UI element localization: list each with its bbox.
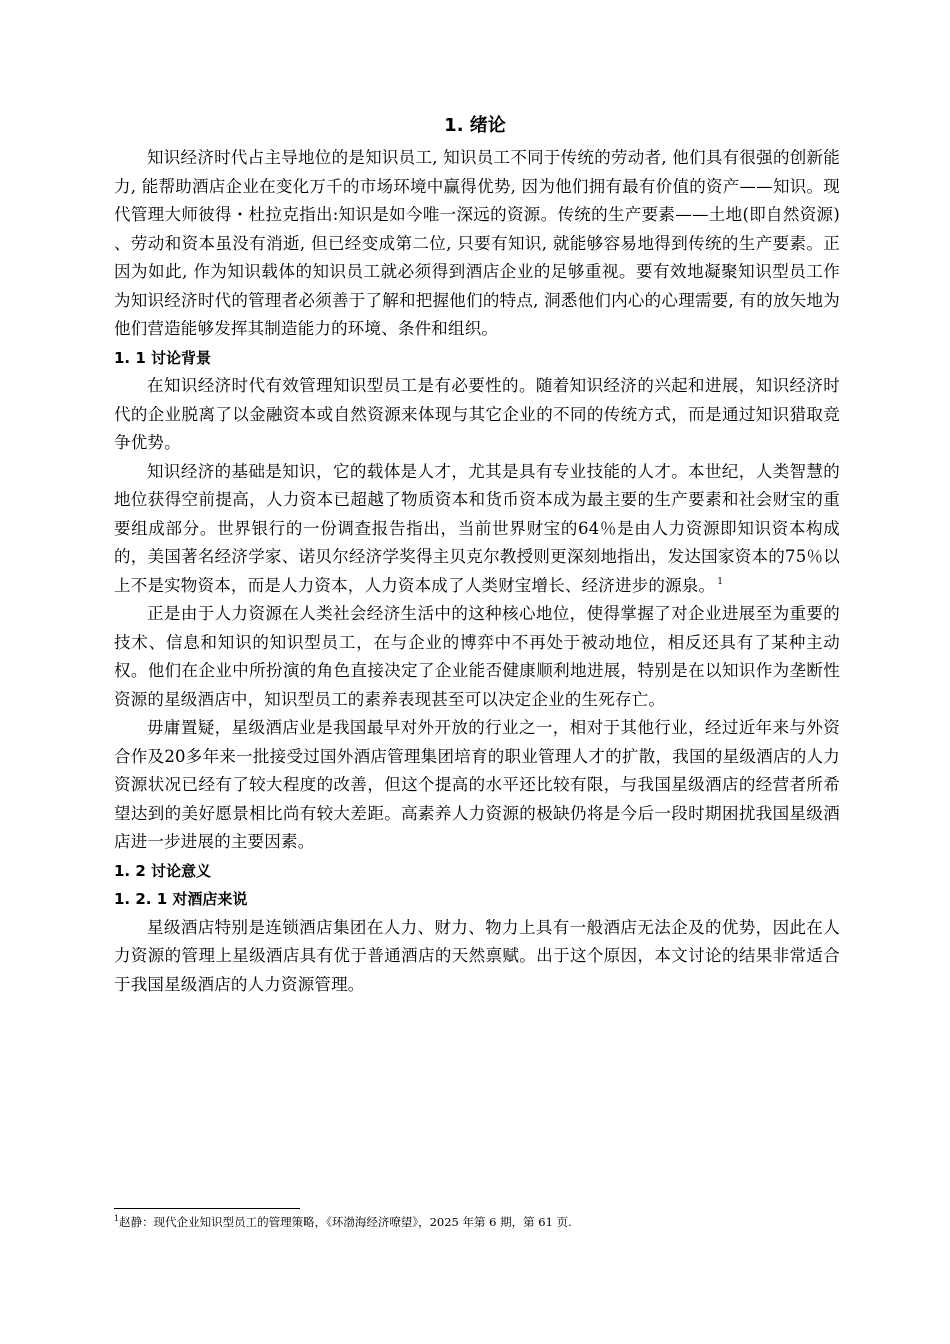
footnote-separator [114, 1208, 300, 1209]
intro-paragraph: 知识经济时代占主导地位的是知识员工, 知识员工不同于传统的劳动者, 他们具有很强的创新能力, 能帮助酒店企业在变化万千的市场环境中赢得优势, 因为他们拥有最有价值的资产——知识。现代管理大师彼得・杜拉克指出:知识是如今唯一深远的资源。传统的生产要素——土地(即自然资源) 、劳动和资本虽没有消逝, 但已经变成第二位, 只要有知识, 就能够容易地得到传统的生产要素。正因为如此, 作为知识载体的知识员工就必须得到酒店企业的足够重视。要有效地凝聚知识型员工作为知识经济时代的管理者必须善于了解和把握他们的特点, 洞悉他们内心的心理需要, 有的放矢地为他们营造能够发挥其制造能力的环境、条件和组织。 [114, 148, 840, 338]
background-paragraph-4: 毋庸置疑，星级酒店业是我国最早对外开放的行业之一，相对于其他行业，经过近年来与外资合作及20多年来一批接受过国外酒店管理集团培育的职业管理人才的扩散，我国的星级酒店的人力资源状况已经有了较大程度的改善，但这个提高的水平还比较有限，与我国星级酒店的经营者所希望达到的美好愿景相比尚有较大差距。高素养人力资源的极缺仍将是今后一段时期困扰我国星级酒店进一步进展的主要因素。 [114, 718, 840, 851]
background-paragraph-1: 在知识经济时代有效管理知识型员工是有必要性的。随着知识经济的兴起和进展，知识经济时代的企业脱离了以金融资本或自然资源来体现与其它企业的不同的传统方式，而是通过知识猎取竞争优势。 [114, 376, 840, 452]
section-heading-1-1: 1. 1 讨论背景 [114, 348, 212, 367]
footnote [114, 1214, 840, 1230]
background-paragraph-3: 正是由于人力资源在人类社会经济生活中的这种核心地位，使得掌握了对企业进展至为重要的技术、信息和知识的知识型员工，在与企业的博弈中不再处于被动地位，相反还具有了某种主动权。他们在企业中所扮演的角色直接决定了企业能否健康顺利地进展，特别是在以知识作为垄断性资源的星级酒店中，知识型员工的素养表现甚至可以决定企业的生死存亡。 [114, 604, 840, 709]
footnote-text: 赵静：现代企业知识型员工的管理策略，《环渤海经济嘹望》，2025 年第 6 期，第 61 页. [119, 1215, 572, 1229]
section-heading-1-2-1: 1. 2. 1 对酒店来说 [114, 890, 248, 908]
background-paragraph-2 [114, 458, 840, 601]
body-text [114, 144, 840, 999]
footnote-number: 1 [114, 1214, 120, 1224]
significance-paragraph-1: 星级酒店特别是连锁酒店集团在人力、财力、物力上具有一般酒店无法企及的优势，因此在人力资源的管理上星级酒店具有优于普通酒店的天然禀赋。出于这个原因，本文讨论的结果非常适合于我国星级酒店的人力资源管理。 [114, 917, 840, 994]
background-paragraph-2-text: 知识经济的基础是知识，它的载体是人才，尤其是具有专业技能的人才。本世纪，人类智慧的地位获得空前提高，人力资本已超越了物质资本和货币资本成为最主要的生产要素和社会财宝的重要组成部分。世界银行的一份调查报告指出，当前世界财宝的64％是由人力资源即知识资本构成的，美国著名经济学家、诺贝尔经济学奖得主贝克尔教授则更深刻地指出，发达国家资本的75％以上不是实物资本，而是人力资本，人力资本成了人类财宝增长、经济进步的源泉。 [114, 461, 840, 595]
footnote-reference[interactable]: 1 [717, 577, 724, 587]
section-heading-1-2: 1. 2 讨论意义 [114, 861, 212, 880]
chapter-title: 1. 绪论 [444, 115, 506, 136]
